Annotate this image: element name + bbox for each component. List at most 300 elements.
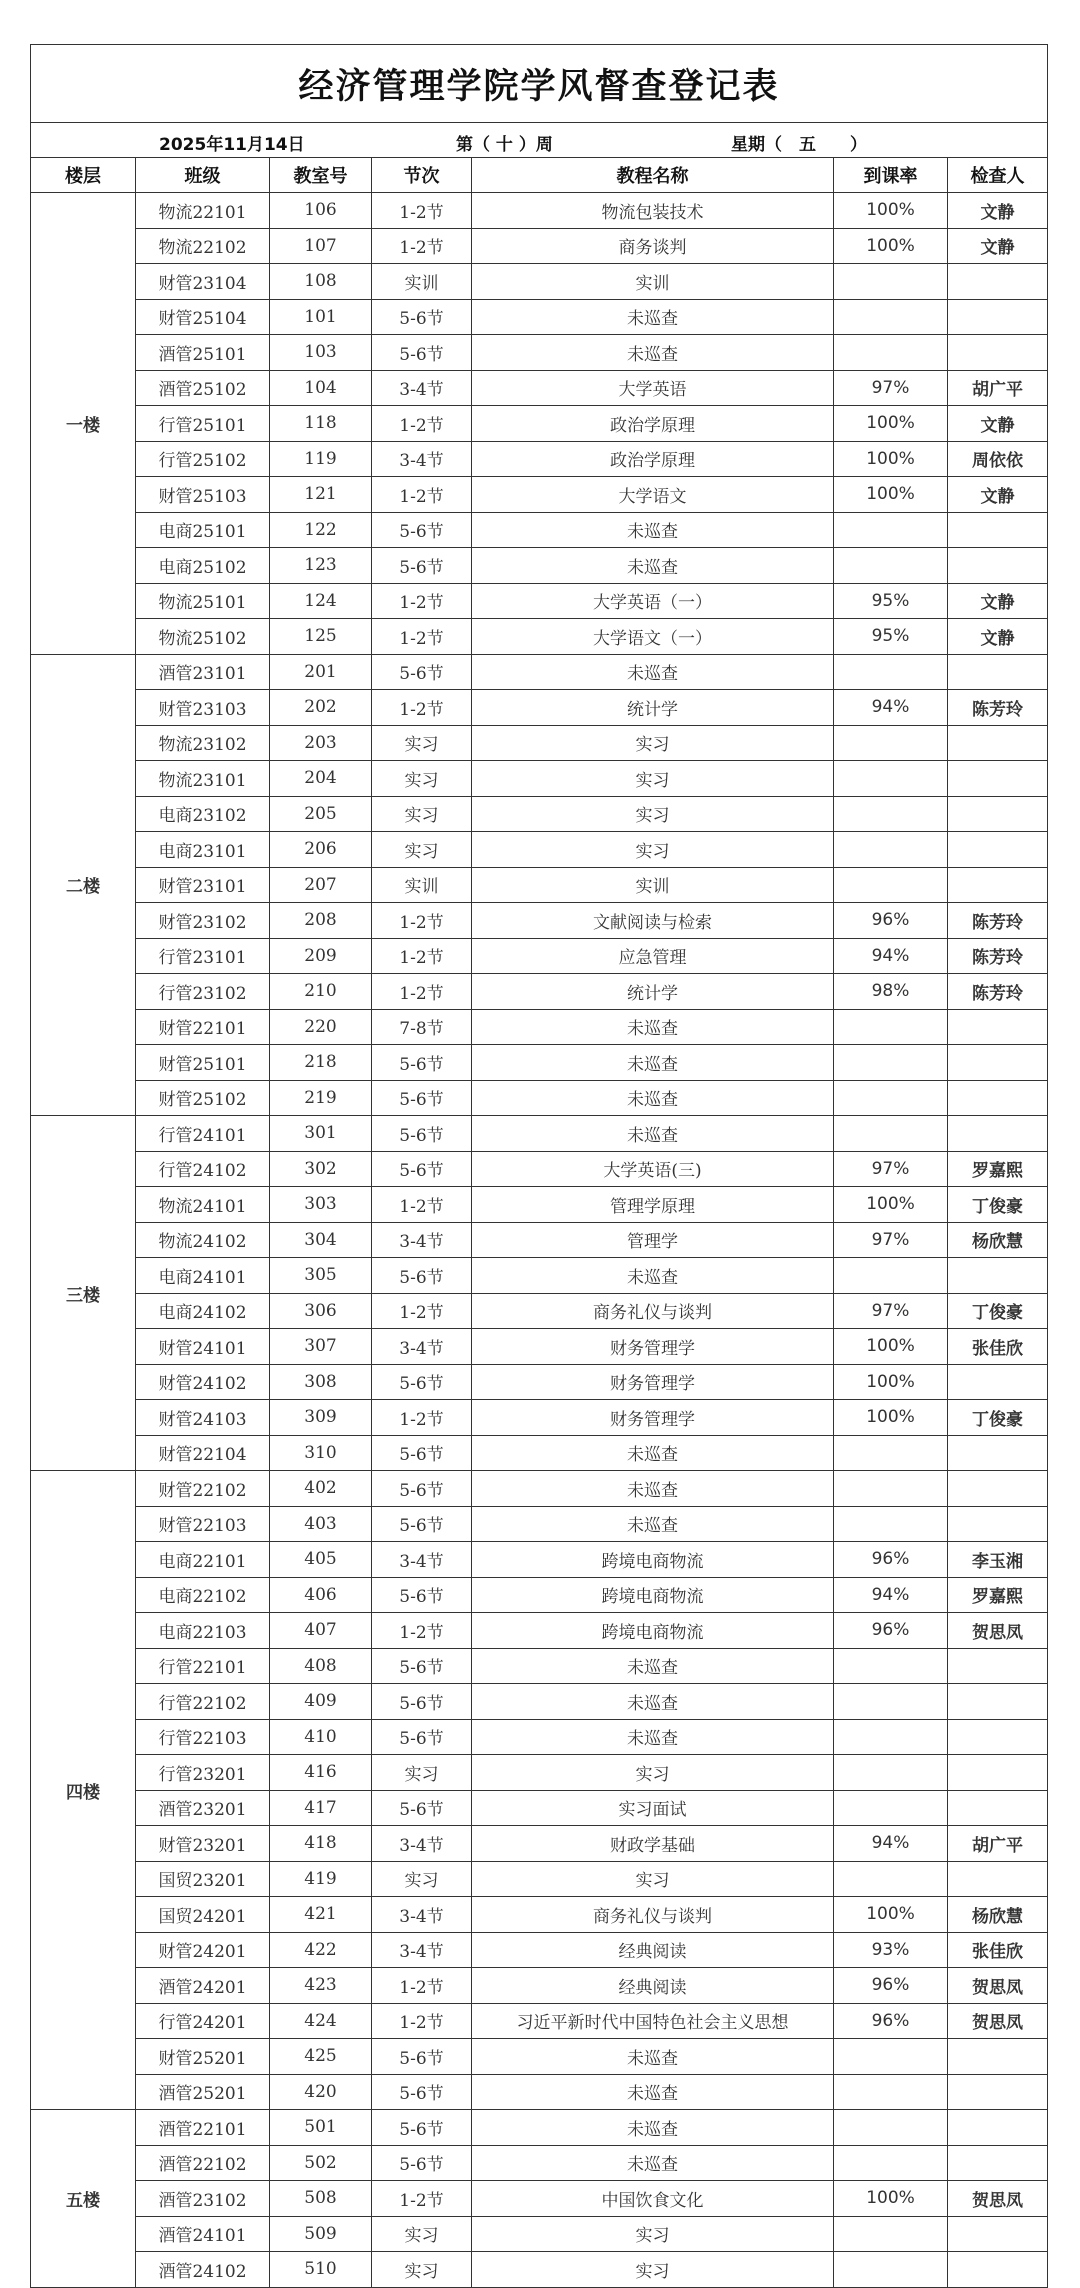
class-cell: 酒管24102 [136, 2252, 270, 2288]
rate-cell: 96% [834, 1542, 948, 1578]
class-cell: 酒管23102 [136, 2181, 270, 2217]
class-cell: 电商22103 [136, 1613, 270, 1649]
period-cell: 5-6节 [372, 654, 472, 690]
class-cell: 财管23101 [136, 867, 270, 903]
course-cell: 实习 [472, 2252, 834, 2288]
period-cell: 3-4节 [372, 370, 472, 406]
period-cell: 5-6节 [372, 512, 472, 548]
period-cell: 5-6节 [372, 1116, 472, 1152]
table-row [31, 1648, 1048, 1684]
room-cell: 206 [270, 832, 372, 868]
class-cell: 物流24101 [136, 1187, 270, 1223]
period-cell: 7-8节 [372, 1009, 472, 1045]
inspector-cell [948, 1719, 1048, 1755]
inspector-cell: 丁俊豪 [948, 1187, 1048, 1223]
inspector-cell [948, 1435, 1048, 1471]
header-inspector: 检查人 [948, 158, 1048, 193]
course-cell: 应急管理 [472, 938, 834, 974]
inspector-cell [948, 335, 1048, 371]
inspector-cell [948, 299, 1048, 335]
period-cell: 3-4节 [372, 1329, 472, 1365]
room-cell: 501 [270, 2110, 372, 2146]
table-row [31, 1080, 1048, 1116]
class-cell: 财管22102 [136, 1471, 270, 1507]
rate-cell [834, 299, 948, 335]
class-cell: 财管23201 [136, 1826, 270, 1862]
period-cell: 5-6节 [372, 299, 472, 335]
rate-cell: 97% [834, 1151, 948, 1187]
period-cell: 1-2节 [372, 2003, 472, 2039]
inspector-cell [948, 725, 1048, 761]
course-cell: 实习 [472, 1861, 834, 1897]
rate-cell [834, 335, 948, 371]
period-cell: 实习 [372, 832, 472, 868]
table-row [31, 2145, 1048, 2181]
rate-cell [834, 1506, 948, 1542]
class-cell: 酒管24201 [136, 1968, 270, 2004]
room-cell: 406 [270, 1577, 372, 1613]
rate-cell [834, 512, 948, 548]
rate-cell: 100% [834, 1329, 948, 1365]
period-cell: 5-6节 [372, 1719, 472, 1755]
rate-cell [834, 1080, 948, 1116]
period-cell: 1-2节 [372, 583, 472, 619]
course-cell: 大学语文（一） [472, 619, 834, 655]
inspector-cell [948, 1080, 1048, 1116]
period-cell: 1-2节 [372, 406, 472, 442]
table-row [31, 1719, 1048, 1755]
period-cell: 3-4节 [372, 1222, 472, 1258]
inspector-cell [948, 548, 1048, 584]
floor-cell: 五楼 [31, 2110, 136, 2288]
rate-cell [834, 1648, 948, 1684]
inspector-cell [948, 1258, 1048, 1294]
table-row [31, 1400, 1048, 1436]
period-cell: 5-6节 [372, 2039, 472, 2075]
period-cell: 5-6节 [372, 1648, 472, 1684]
class-cell: 物流24102 [136, 1222, 270, 1258]
room-cell: 119 [270, 441, 372, 477]
inspector-cell: 贺思凤 [948, 2003, 1048, 2039]
period-cell: 1-2节 [372, 2181, 472, 2217]
period-cell: 5-6节 [372, 1684, 472, 1720]
rate-cell [834, 1755, 948, 1791]
room-cell: 305 [270, 1258, 372, 1294]
class-cell: 国贸24201 [136, 1897, 270, 1933]
rate-cell: 100% [834, 1400, 948, 1436]
period-cell: 5-6节 [372, 2145, 472, 2181]
table-row [31, 654, 1048, 690]
room-cell: 407 [270, 1613, 372, 1649]
course-cell: 未巡查 [472, 2110, 834, 2146]
period-cell: 1-2节 [372, 974, 472, 1010]
inspector-cell [948, 1471, 1048, 1507]
class-cell: 行管23101 [136, 938, 270, 974]
period-cell: 5-6节 [372, 1577, 472, 1613]
rate-cell: 94% [834, 938, 948, 974]
period-cell: 实习 [372, 796, 472, 832]
table-row [31, 1364, 1048, 1400]
course-cell: 未巡查 [472, 1435, 834, 1471]
inspector-cell [948, 1755, 1048, 1791]
table-row [31, 1329, 1048, 1365]
class-cell: 酒管23101 [136, 654, 270, 690]
room-cell: 417 [270, 1790, 372, 1826]
rate-cell: 100% [834, 1187, 948, 1223]
inspector-cell [948, 264, 1048, 300]
attendance-table [30, 44, 1048, 2288]
room-cell: 204 [270, 761, 372, 797]
inspector-cell [948, 1684, 1048, 1720]
inspector-cell [948, 2110, 1048, 2146]
course-cell: 大学英语 [472, 370, 834, 406]
course-cell: 跨境电商物流 [472, 1577, 834, 1613]
room-cell: 416 [270, 1755, 372, 1791]
course-cell: 未巡查 [472, 1471, 834, 1507]
rate-cell [834, 1116, 948, 1152]
table-row [31, 1045, 1048, 1081]
period-cell: 实习 [372, 761, 472, 797]
class-cell: 行管24101 [136, 1116, 270, 1152]
inspector-cell [948, 761, 1048, 797]
table-row [31, 1968, 1048, 2004]
class-cell: 行管25101 [136, 406, 270, 442]
table-row [31, 690, 1048, 726]
course-cell: 未巡查 [472, 2039, 834, 2075]
inspector-cell: 陈芳玲 [948, 938, 1048, 974]
class-cell: 电商23102 [136, 796, 270, 832]
class-cell: 物流22101 [136, 193, 270, 229]
course-cell: 管理学原理 [472, 1187, 834, 1223]
course-cell: 管理学 [472, 1222, 834, 1258]
course-cell: 实习面试 [472, 1790, 834, 1826]
period-cell: 实习 [372, 1861, 472, 1897]
table-row [31, 1932, 1048, 1968]
period-cell: 5-6节 [372, 548, 472, 584]
inspector-cell: 陈芳玲 [948, 690, 1048, 726]
rate-cell: 100% [834, 228, 948, 264]
rate-cell [834, 867, 948, 903]
class-cell: 电商25101 [136, 512, 270, 548]
rate-cell: 100% [834, 441, 948, 477]
rate-cell [834, 1009, 948, 1045]
room-cell: 302 [270, 1151, 372, 1187]
course-cell: 未巡查 [472, 1684, 834, 1720]
sheet-title: 经济管理学院学风督查登记表 [31, 45, 1048, 123]
room-cell: 420 [270, 2074, 372, 2110]
course-cell: 政治学原理 [472, 406, 834, 442]
period-cell: 5-6节 [372, 1080, 472, 1116]
inspector-cell: 胡广平 [948, 1826, 1048, 1862]
rate-cell: 97% [834, 370, 948, 406]
period-cell: 实习 [372, 1755, 472, 1791]
class-cell: 酒管22102 [136, 2145, 270, 2181]
table-row [31, 1151, 1048, 1187]
period-cell: 5-6节 [372, 2110, 472, 2146]
table-row [31, 1577, 1048, 1613]
table-row [31, 867, 1048, 903]
table-row [31, 228, 1048, 264]
period-cell: 5-6节 [372, 335, 472, 371]
course-cell: 商务礼仪与谈判 [472, 1293, 834, 1329]
table-row [31, 761, 1048, 797]
class-cell: 财管22104 [136, 1435, 270, 1471]
room-cell: 103 [270, 335, 372, 371]
room-cell: 122 [270, 512, 372, 548]
inspector-cell: 周依依 [948, 441, 1048, 477]
class-cell: 财管23104 [136, 264, 270, 300]
inspector-cell: 丁俊豪 [948, 1400, 1048, 1436]
rate-cell [834, 2216, 948, 2252]
course-cell: 未巡查 [472, 299, 834, 335]
table-row [31, 264, 1048, 300]
table-row [31, 406, 1048, 442]
course-cell: 经典阅读 [472, 1968, 834, 2004]
class-cell: 物流23101 [136, 761, 270, 797]
table-row [31, 1826, 1048, 1862]
table-row [31, 1542, 1048, 1578]
inspector-cell: 文静 [948, 193, 1048, 229]
period-cell: 1-2节 [372, 903, 472, 939]
room-cell: 108 [270, 264, 372, 300]
class-cell: 行管22102 [136, 1684, 270, 1720]
rate-cell: 94% [834, 1577, 948, 1613]
inspector-cell [948, 1364, 1048, 1400]
header-floor: 楼层 [31, 158, 136, 193]
period-cell: 3-4节 [372, 1932, 472, 1968]
table-row [31, 441, 1048, 477]
course-cell: 未巡查 [472, 1009, 834, 1045]
class-cell: 酒管25201 [136, 2074, 270, 2110]
table-row [31, 832, 1048, 868]
inspector-cell: 胡广平 [948, 370, 1048, 406]
course-cell: 未巡查 [472, 654, 834, 690]
table-row [31, 1435, 1048, 1471]
course-cell: 实习 [472, 2216, 834, 2252]
inspector-cell [948, 1116, 1048, 1152]
class-cell: 财管23102 [136, 903, 270, 939]
room-cell: 419 [270, 1861, 372, 1897]
inspector-cell [948, 512, 1048, 548]
period-cell: 5-6节 [372, 1045, 472, 1081]
table-row [31, 583, 1048, 619]
room-cell: 309 [270, 1400, 372, 1436]
class-cell: 酒管22101 [136, 2110, 270, 2146]
course-cell: 财务管理学 [472, 1400, 834, 1436]
room-cell: 118 [270, 406, 372, 442]
course-cell: 大学英语(三) [472, 1151, 834, 1187]
period-cell: 1-2节 [372, 938, 472, 974]
header-attendance-rate: 到课率 [834, 158, 948, 193]
rate-cell: 97% [834, 1222, 948, 1258]
rate-cell: 97% [834, 1293, 948, 1329]
period-cell: 3-4节 [372, 1542, 472, 1578]
inspector-cell [948, 1861, 1048, 1897]
room-cell: 425 [270, 2039, 372, 2075]
class-cell: 行管23102 [136, 974, 270, 1010]
table-row [31, 1471, 1048, 1507]
class-cell: 财管24103 [136, 1400, 270, 1436]
course-cell: 实习 [472, 1755, 834, 1791]
inspector-cell [948, 2145, 1048, 2181]
attendance-sheet [30, 44, 1047, 2288]
period-cell: 实训 [372, 264, 472, 300]
rate-cell: 96% [834, 1613, 948, 1649]
course-cell: 未巡查 [472, 2074, 834, 2110]
course-cell: 财务管理学 [472, 1364, 834, 1400]
floor-cell: 四楼 [31, 1471, 136, 2110]
period-cell: 1-2节 [372, 619, 472, 655]
table-row [31, 1187, 1048, 1223]
room-cell: 203 [270, 725, 372, 761]
inspector-cell: 贺思凤 [948, 1613, 1048, 1649]
inspector-cell [948, 2252, 1048, 2288]
class-cell: 行管22101 [136, 1648, 270, 1684]
table-row [31, 938, 1048, 974]
course-cell: 财务管理学 [472, 1329, 834, 1365]
room-cell: 106 [270, 193, 372, 229]
rate-cell: 96% [834, 2003, 948, 2039]
table-body [31, 193, 1048, 2288]
table-row [31, 1684, 1048, 1720]
course-cell: 习近平新时代中国特色社会主义思想 [472, 2003, 834, 2039]
room-cell: 208 [270, 903, 372, 939]
rate-cell [834, 796, 948, 832]
inspector-cell [948, 654, 1048, 690]
class-cell: 国贸23201 [136, 1861, 270, 1897]
rate-cell [834, 2145, 948, 2181]
class-cell: 物流23102 [136, 725, 270, 761]
course-cell: 大学英语（一） [472, 583, 834, 619]
class-cell: 酒管25101 [136, 335, 270, 371]
room-cell: 202 [270, 690, 372, 726]
course-cell: 实习 [472, 832, 834, 868]
table-row [31, 1258, 1048, 1294]
course-cell: 实习 [472, 725, 834, 761]
rate-cell: 95% [834, 619, 948, 655]
rate-cell [834, 1258, 948, 1294]
inspector-cell: 张佳欣 [948, 1329, 1048, 1365]
room-cell: 201 [270, 654, 372, 690]
table-row [31, 903, 1048, 939]
room-cell: 104 [270, 370, 372, 406]
column-header-row [31, 158, 1048, 193]
inspector-cell [948, 1790, 1048, 1826]
course-cell: 政治学原理 [472, 441, 834, 477]
rate-cell: 100% [834, 406, 948, 442]
weekday-label: 星期（ 五 ） [731, 135, 867, 155]
date-label: 2025年11月14日 [159, 135, 305, 155]
rate-cell [834, 2110, 948, 2146]
class-cell: 物流25102 [136, 619, 270, 655]
inspector-cell: 文静 [948, 406, 1048, 442]
table-row [31, 1861, 1048, 1897]
rate-cell [834, 725, 948, 761]
inspector-cell [948, 2216, 1048, 2252]
table-row [31, 193, 1048, 229]
table-row [31, 512, 1048, 548]
rate-cell: 94% [834, 1826, 948, 1862]
period-cell: 实训 [372, 867, 472, 903]
inspector-cell [948, 2074, 1048, 2110]
course-cell: 未巡查 [472, 512, 834, 548]
course-cell: 未巡查 [472, 335, 834, 371]
rate-cell [834, 2074, 948, 2110]
table-row [31, 725, 1048, 761]
header-class: 班级 [136, 158, 270, 193]
rate-cell [834, 1719, 948, 1755]
room-cell: 508 [270, 2181, 372, 2217]
inspector-cell: 陈芳玲 [948, 903, 1048, 939]
class-cell: 财管25101 [136, 1045, 270, 1081]
inspector-cell: 陈芳玲 [948, 974, 1048, 1010]
table-row [31, 370, 1048, 406]
table-row [31, 2110, 1048, 2146]
table-row [31, 1116, 1048, 1152]
period-cell: 1-2节 [372, 228, 472, 264]
room-cell: 409 [270, 1684, 372, 1720]
rate-cell [834, 654, 948, 690]
course-cell: 财政学基础 [472, 1826, 834, 1862]
period-cell: 1-2节 [372, 1968, 472, 2004]
course-cell: 物流包装技术 [472, 193, 834, 229]
period-cell: 实习 [372, 2216, 472, 2252]
period-cell: 1-2节 [372, 477, 472, 513]
class-cell: 物流22102 [136, 228, 270, 264]
table-row [31, 1790, 1048, 1826]
room-cell: 410 [270, 1719, 372, 1755]
table-row [31, 1613, 1048, 1649]
course-cell: 实训 [472, 264, 834, 300]
class-cell: 财管22101 [136, 1009, 270, 1045]
date-line [31, 123, 1048, 158]
header-course: 教程名称 [472, 158, 834, 193]
inspector-cell: 张佳欣 [948, 1932, 1048, 1968]
table-row [31, 1506, 1048, 1542]
course-cell: 商务谈判 [472, 228, 834, 264]
class-cell: 财管25102 [136, 1080, 270, 1116]
rate-cell [834, 264, 948, 300]
table-row [31, 1293, 1048, 1329]
header-period: 节次 [372, 158, 472, 193]
room-cell: 205 [270, 796, 372, 832]
inspector-cell: 李玉湘 [948, 1542, 1048, 1578]
rate-cell [834, 1790, 948, 1826]
table-row [31, 796, 1048, 832]
class-cell: 电商25102 [136, 548, 270, 584]
period-cell: 5-6节 [372, 1790, 472, 1826]
course-cell: 文献阅读与检索 [472, 903, 834, 939]
rate-cell: 93% [834, 1932, 948, 1968]
class-cell: 行管24102 [136, 1151, 270, 1187]
rate-cell: 100% [834, 1897, 948, 1933]
period-cell: 1-2节 [372, 1613, 472, 1649]
floor-cell: 一楼 [31, 193, 136, 655]
class-cell: 电商24101 [136, 1258, 270, 1294]
inspector-cell [948, 867, 1048, 903]
period-cell: 5-6节 [372, 2074, 472, 2110]
room-cell: 408 [270, 1648, 372, 1684]
rate-cell: 96% [834, 1968, 948, 2004]
course-cell: 实习 [472, 796, 834, 832]
room-cell: 210 [270, 974, 372, 1010]
course-cell: 跨境电商物流 [472, 1542, 834, 1578]
rate-cell [834, 1435, 948, 1471]
rate-cell: 96% [834, 903, 948, 939]
class-cell: 行管22103 [136, 1719, 270, 1755]
room-cell: 403 [270, 1506, 372, 1542]
inspector-cell [948, 1045, 1048, 1081]
